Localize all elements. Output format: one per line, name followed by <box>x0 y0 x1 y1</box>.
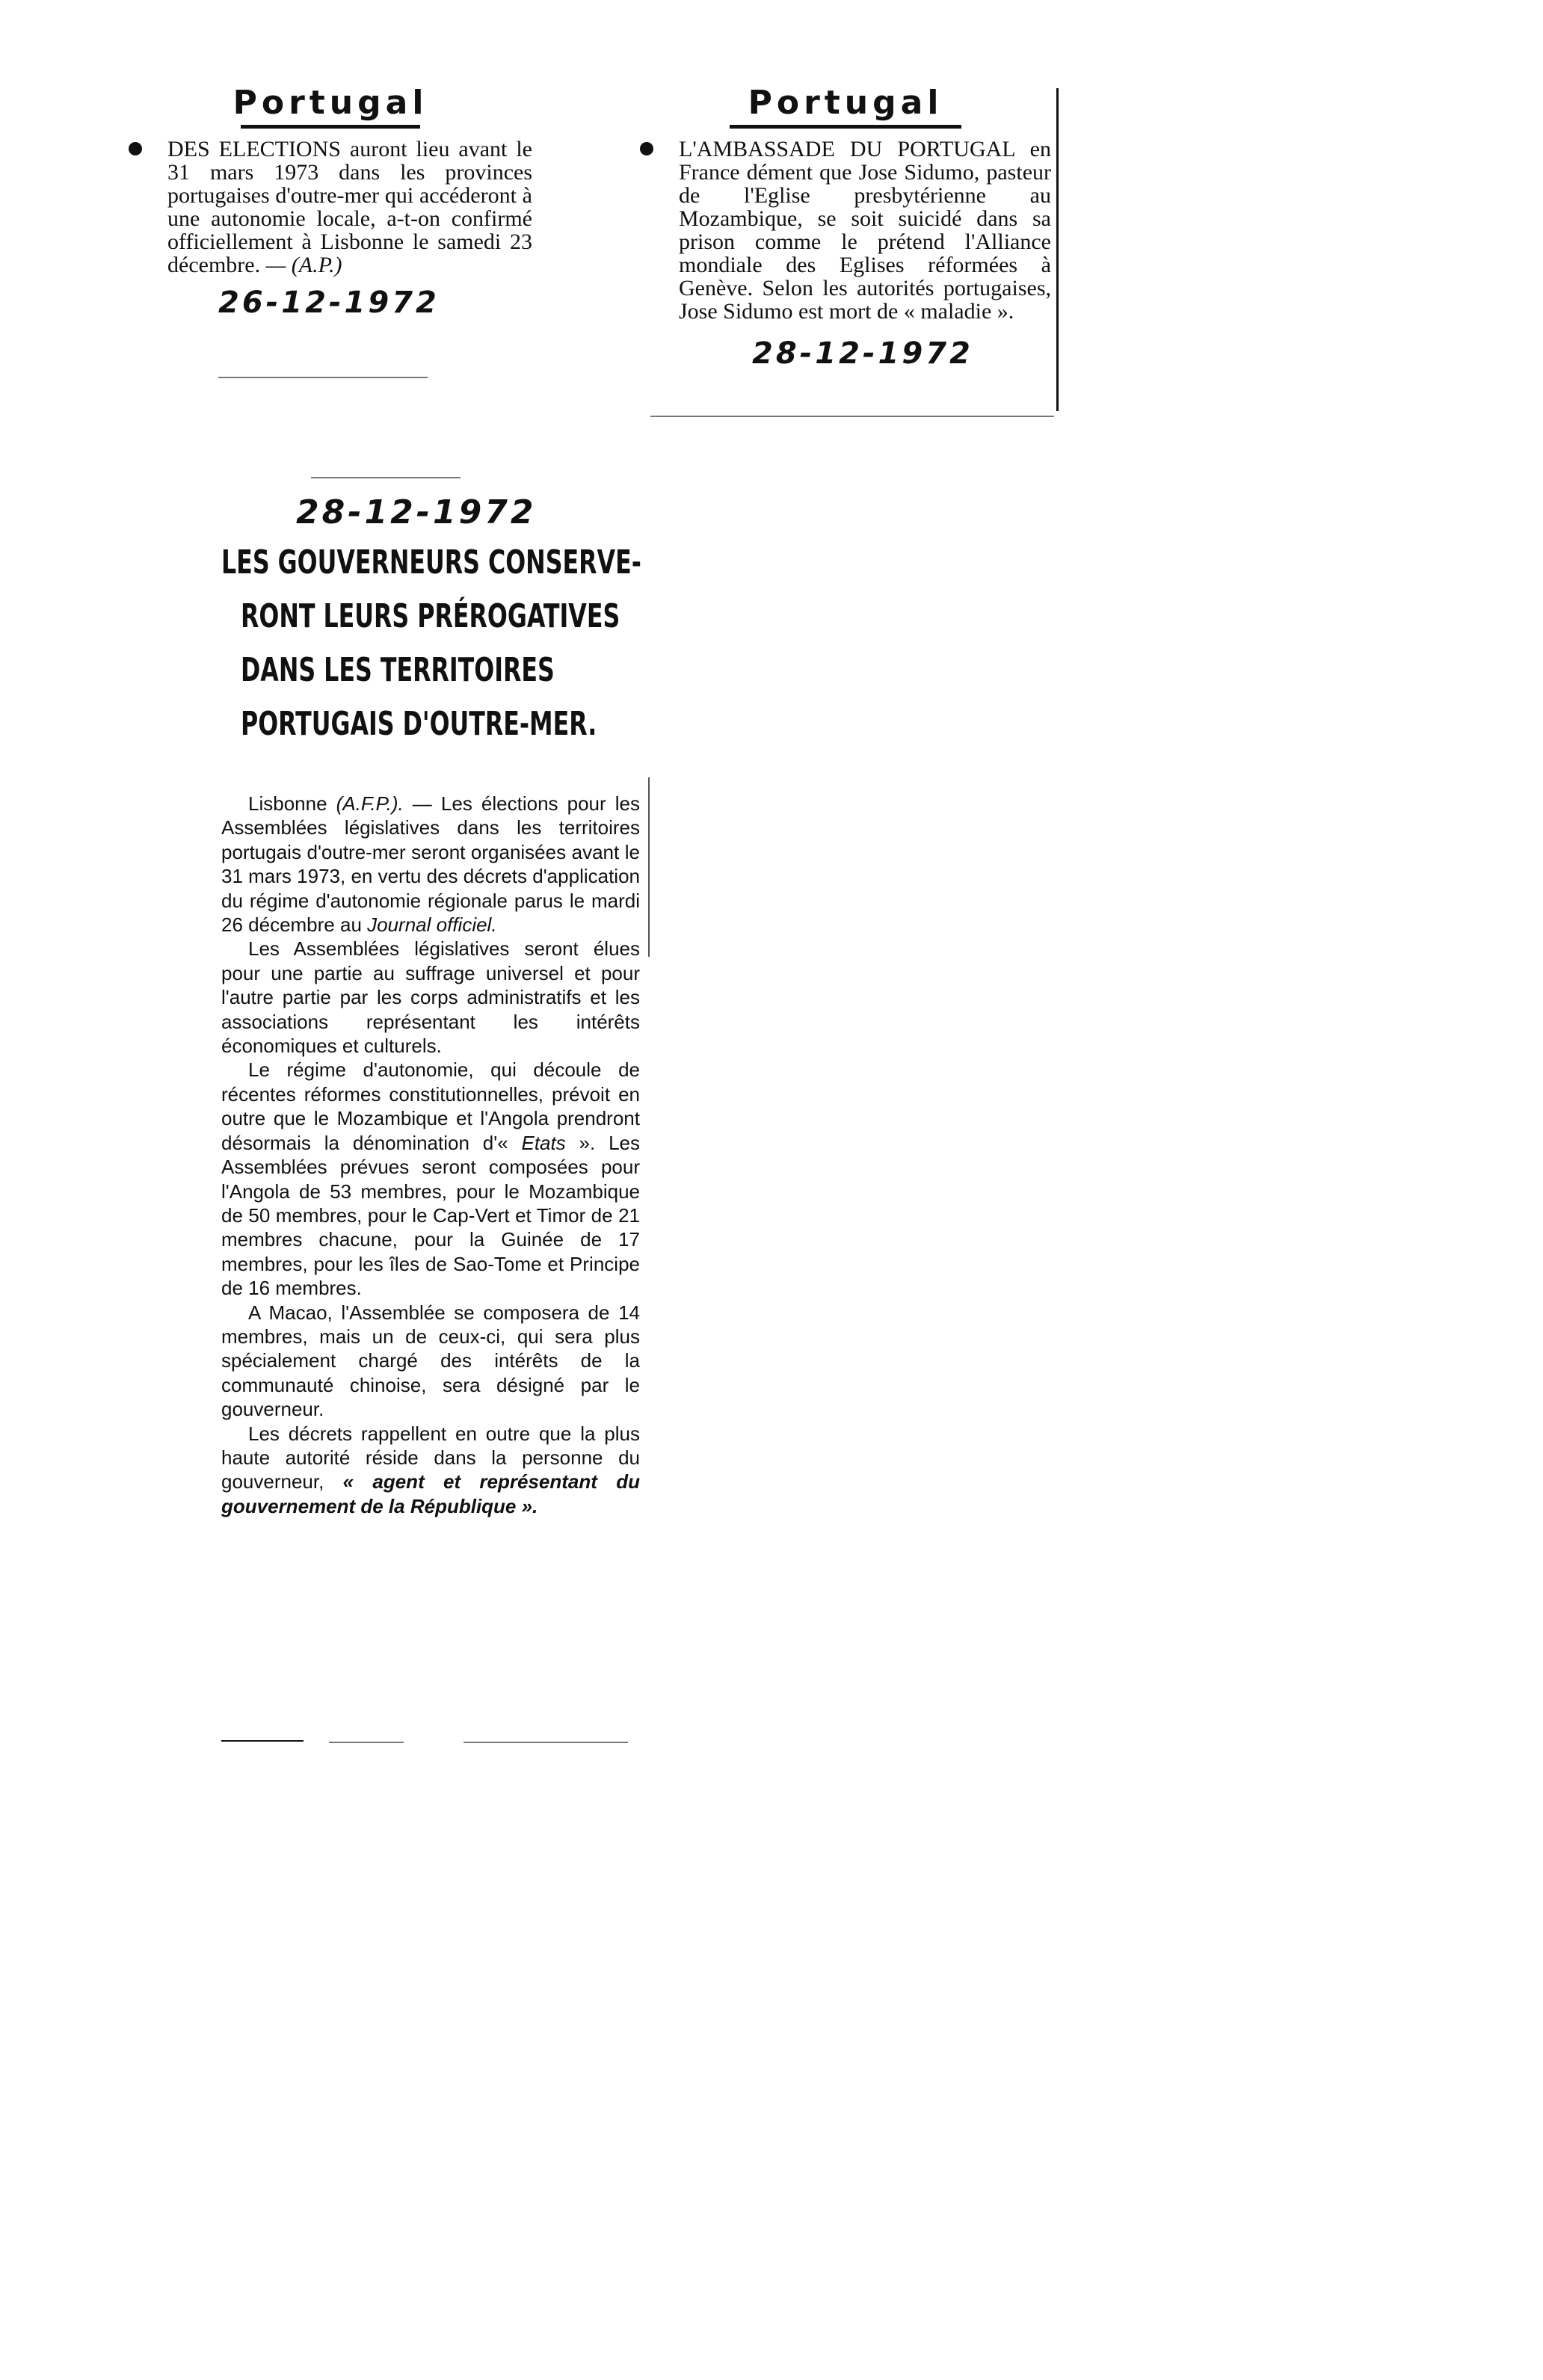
clipping-title: Portugal <box>232 84 428 122</box>
article-paragraph <box>221 792 640 937</box>
etats-term: Etats <box>521 1131 566 1154</box>
paragraph-quote: « agent et représentant du gouvernement de la République ». <box>221 1470 640 1517</box>
clipping-text: L'AMBASSADE DU PORTUGAL en France dément que Jose Sidumo, pasteur de l'Eglise presbytérienne au Mozambique, se soit suicidé dans sa prison comme le prétend l'Alliance mondiale des Eglises réformées à Genève. Selon les autorités portugaises, Jose Sidumo est mort de « maladie ». <box>679 137 1051 324</box>
cut-line <box>463 1742 628 1743</box>
paragraph-text: ». Les Assemblées prévues seront composées pour l'Angola de 53 membres, pour le Mozambique de 50 membres, pour le Cap-Vert et Timor de 21 membres chacune, pour la Guinée de 17 membres, pour les îles de Sao-Tome et Principe de 16 membres. <box>221 1131 640 1300</box>
headline-line: LES GOUVERNEURS CONSERVE- <box>221 543 641 582</box>
bullet-icon <box>129 142 142 155</box>
cut-line <box>650 416 1054 417</box>
headline-line: RONT LEURS PRÉROGATIVES <box>241 597 620 635</box>
journal-name: Journal officiel. <box>367 913 497 937</box>
article-body <box>221 792 640 1518</box>
article-dateline: Lisbonne <box>248 792 336 815</box>
cut-line <box>329 1742 404 1743</box>
clipping-edge <box>648 777 650 957</box>
article-paragraph <box>221 1058 640 1300</box>
article-headline <box>221 536 640 760</box>
clipping-title: Portugal <box>748 84 943 122</box>
handwritten-date: 28-12-1972 <box>752 336 973 371</box>
cut-line <box>218 377 428 378</box>
article-paragraph <box>221 1422 640 1519</box>
clipping-sidumo <box>640 84 1051 371</box>
article-source: (A.F.P.). <box>336 792 404 815</box>
clipping-main-article <box>221 493 640 1518</box>
paragraph-text: — Les élections pour les Assemblées législatives dans les territoires portugais d'outre-mer seront organisées avant le 31 mars 1973, en vertu des décrets d'application du régime d'autonomie régionale parus le mardi 26 décembre au <box>221 792 640 937</box>
clipping-elections <box>129 84 532 320</box>
clipping-edge <box>1056 88 1059 411</box>
clipping-body <box>129 138 532 277</box>
headline-line: DANS LES TERRITOIRES <box>241 651 555 689</box>
clipping-body <box>640 138 1051 323</box>
headline-line: PORTUGAIS D'OUTRE-MER. <box>241 705 597 743</box>
article-paragraph: A Macao, l'Assemblée se composera de 14 membres, mais un de ceux-ci, qui sera plus spécialement chargé des intérêts de la communauté chinoise, sera désigné par le gouverneur. <box>221 1301 640 1421</box>
title-underline <box>241 125 420 129</box>
cut-line <box>221 1740 304 1742</box>
handwritten-date: 28-12-1972 <box>296 493 537 531</box>
title-underline <box>730 125 961 129</box>
paragraph-text: Les décrets rappellent en outre que la plus haute autorité réside dans la personne du gouverneur, <box>221 1422 640 1493</box>
clipping-source: — (A.P.) <box>265 253 342 277</box>
cut-line <box>311 477 461 478</box>
paragraph-text: Le régime d'autonomie, qui découle de récentes réformes constitutionnelles, prévoit en outre que le Mozambique et l'Angola prendront désormais la dénomination d'« <box>221 1058 640 1154</box>
article-paragraph: Les Assemblées législatives seront élues pour une partie au suffrage universel et pour l'autre partie par les corps administratifs et les associations représentant les intérêts économiques et culturels. <box>221 937 640 1058</box>
bullet-icon <box>640 142 653 155</box>
handwritten-date: 26-12-1972 <box>218 286 440 320</box>
clipping-text: DES ELECTIONS auront lieu avant le 31 mars 1973 dans les provinces portugaises d'outre-mer qui accéderont à une autonomie locale, a-t-on confirmé officiellement à Lisbonne le samedi 23 décembre. <box>167 137 532 277</box>
